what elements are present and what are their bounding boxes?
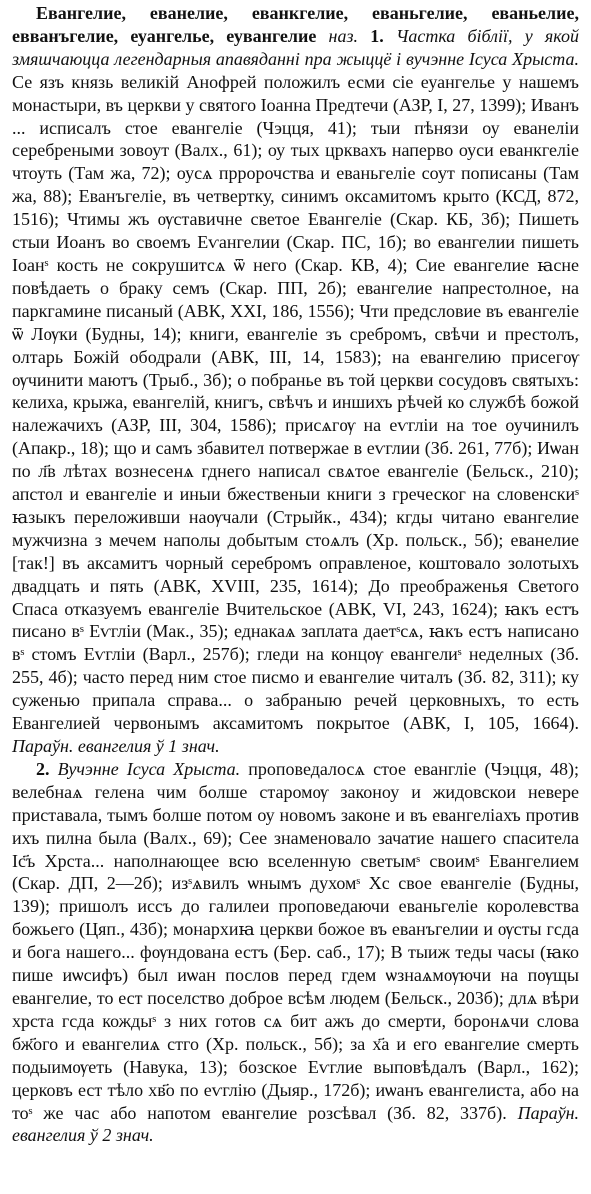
compare-label-1: Параўн. [12, 736, 74, 756]
sense-quotations-2: проповедалосѧ стое евангліе (Чэцця, 48); велебнаѧ гелена чим болше старомѹ законоу и жидовскои невере приставала, тымъ болше потом оу новомъ законе и въ евангеліахъ против ихъ пилна была (Валх., 69); Сее знаменовало зачатие нашего спаситела Іс҃ъ Хрста... наполнающее всю вселенную светымˢ своимˢ Евангелием (Скар. ДП, 2—2б); изˢѧвилъ ѡнымъ духомˢ Хс свое евангеліе (Будны, 139); пришолъ иссъ до галилеи проповедаючи еваньгеліе королевства божьего (Цяп., 43б); монархиꙗ церкви божое въ еванъгелии и ѹсты гсда и бога нашего... фѹндована естъ (Бер. саб., 17); В тыиж теды часы (ꙗко пише иѡсифъ) был иѡан послов перед гдем ѡзнаѧмѹючи на пѹщы евангелие, то ест поселство доброе всѣм людем (Бельск., 203б); длѧ вѣри хрста гсда кождыˢ з них готов сѧ бит ажъ до смерти, боронѧчи слова бж҃ого и евангелиѧ стго (Хр. польск., 5б); за х҃а и его евангелие смерть подыимѹеть (Навука, 13); бозское Еѵглие выповѣдалъ (Варл., 162); церковъ ест тѣло хв҃о по еѵглію (Дыяр., 172б); иѡанъ евангелиста, або на тоˢ же час або напотом евангелие розсѣвал (Зб. 82, 337б). [12, 758, 580, 1123]
headword: Евангелие, еванелие, еванкгелие, еваньгелие, еваньелие, евванъгелие, еуангелье, еувангелие [12, 3, 579, 46]
entry-sense-2 [12, 758, 579, 1147]
sense-number-2: 2. [36, 758, 50, 779]
compare-label-2: Параўн. [517, 1102, 579, 1123]
compare-ref-1: евангелия ў 1 знач. [77, 736, 220, 756]
entry-sense-1 [12, 2, 579, 758]
sense-definition-1: Частка біблії, у якой змяшчаюцца легендарныя апавяданні пра жыццё і вучэнне Ісуса Хрыста. [12, 25, 580, 69]
part-of-speech: наз. [328, 25, 358, 46]
sense-number-1: 1. [370, 25, 384, 46]
sense-quotations-1: Се язъ князь великій Анофрей положилъ есми сіе еуангелье у нашемъ монастыри, въ церкви у святого Іоанна Предтечи (АЗР, І, 27, 1399); Иванъ ... исписалъ стое евангеліе (Чэцця, 41); тыи пѣнязи оу еванеліи серебреными зовоут (Валх., 61); оу тых црквахъ наперво оуси еванкгеліе чтоуть (Там жа, 72); оусѧ прророчства и еваньгеліе соут пописаны (Там жа, 88); Еванъгеліе, въ четвертку, синимъ оксамитомъ крыто (КСД, 872, 1516); Чтимы жъ ѹставичне светое Евангеліе (Скар. КБ, 3б); Пишеть стыи Иоанъ во своемъ Еѵангелии (Скар. ПС, 1б); во евангелии пишеть Іоанˢ кость не сокрушитсѧ ѿ него (Скар. КВ, 4); Сие евангелие ꙗсне повѣдаеть о браку семъ (Скар. ПП, 2б); евангелие напрестолное, на паркгамине писаный (АВК, XXI, 186, 1556); Чти предсловие въ евангеліе ѿ Лѹки (Будны, 14); книги, евангеліе зъ сребромъ, свѣчи и престолъ, олтарь Божій ободрали (АВК, ІІІ, 14, 1583); на евангелию присегѹ ѹчинити маютъ (Трыб., 3б); о побранье въ той церкви сосудовъ святыхъ: келиха, крыжа, евангелій, книгъ, свѣчъ и иншихъ рѣчей ко службѣ божой належачихъ (АЗР, ІІІ, 304, 1586); присѧгѹ на еѵгліи на тое оучинилъ (Апакр., 18); що и самъ збавител потвержае в еѵглии (Зб. 261, 77б); Иѡан по л҃в лѣтах вознесенѧ гднего написал свѧтое евангеліе (Бельск., 210); апстол и евангеліе и иныи бжественыи книги з греческог на словенскиˢ ꙗзыкъ переложивши наѹчали (Стрыйк., 434); кгды читано евангелие мужчизна з мечем наполы добытым стоѧлъ (Хр. польск., 5б); еванелие [так!] въ аксамитъ чорный серебромъ оправленое, коштовало золотыхъ двадцать и пять (АВК, XVIII, 235, 1614); До преображенья Светого Спаса отказуемъ евангеліе Вчительское (АВК, VІ, 243, 1624); ꙗкъ естъ писано вˢ Еѵгліи (Мак., 35); еднакаѧ заплата даетˢсѧ, ꙗкъ естъ написано вˢ стомъ Еѵгліи (Варл., 257б); гледи на концѹ евангелиˢ неделных (Зб. 255, 4б); часто перед ним стое писмо и евангелие читалъ (Зб. 82, 311); ку суженью припала справа... о забраныю речей церковныхъ, то есть Евангелией червонымъ аксамитомъ покрытое (АВК, І, 105, 1664). [12, 71, 579, 734]
sense-definition-2: Вучэнне Ісуса Хрыста. [57, 758, 241, 779]
compare-ref-2: евангелия ў 2 знач. [12, 1125, 154, 1146]
